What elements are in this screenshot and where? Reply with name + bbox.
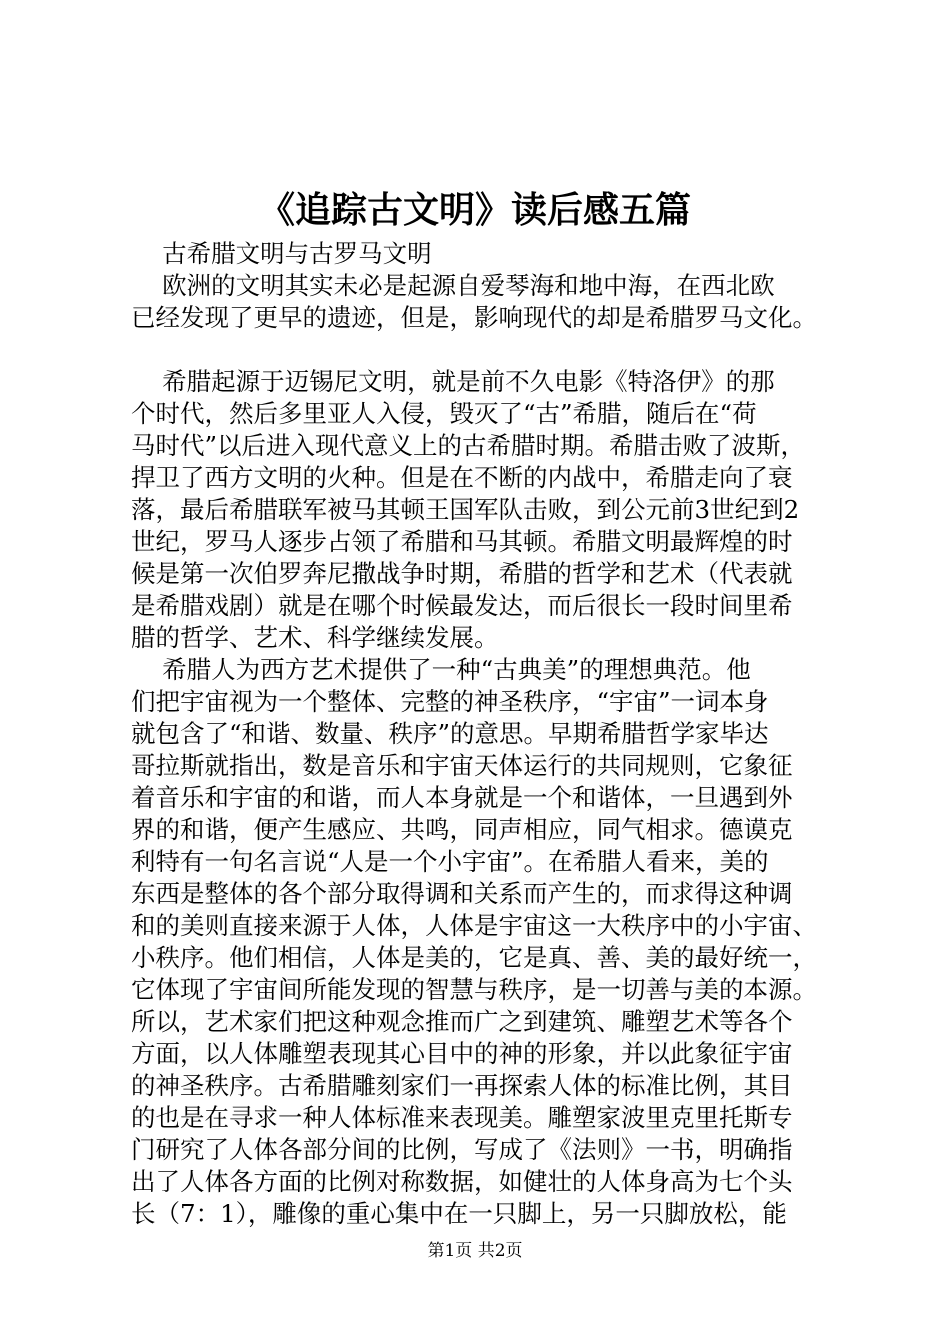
text-line: 利特有一句名言说“人是一个小宇宙”。在希腊人看来，美的 <box>131 847 769 876</box>
text-line: 的神圣秩序。古希腊雕刻家们一再探索人体的标准比例，其目 <box>131 1071 793 1100</box>
text-line: 门研究了人体各部分间的比例，写成了《法则》一书，明确指 <box>131 1135 793 1164</box>
text-line: 出了人体各方面的比例对称数据，如健壮的人体身高为七个头 <box>131 1167 793 1196</box>
blank-line <box>131 334 831 366</box>
text-line: 希腊人为西方艺术提供了一种“古典美”的理想典范。他 <box>131 655 751 684</box>
text-line: 的也是在寻求一种人体标准来表现美。雕塑家波里克里托斯专 <box>131 1103 793 1132</box>
text-line: 已经发现了更早的遗迹，但是，影响现代的却是希腊罗马文化。 <box>131 303 817 332</box>
page-footer: 第1页 共2页 <box>427 1241 523 1261</box>
document-title: 《追踪古文明》读后感五篇 <box>258 189 691 231</box>
text-line: 希腊起源于迈锡尼文明，就是前不久电影《特洛伊》的那 <box>131 367 775 396</box>
text-line: 个时代，然后多里亚人入侵，毁灭了“古”希腊，随后在“荷 <box>131 399 757 428</box>
text-line: 界的和谐，便产生感应、共鸣，同声相应，同气相求。德谟克 <box>131 815 793 844</box>
text-line: 捍卫了西方文明的火种。但是在不断的内战中，希腊走向了衰 <box>131 463 793 492</box>
document-body <box>131 238 831 1230</box>
text-line: 是希腊戏剧）就是在哪个时候最发达，而后很长一段时间里希 <box>131 591 793 620</box>
text-line: 和的美则直接来源于人体，人体是宇宙这一大秩序中的小宇宙、 <box>131 911 817 940</box>
text-line: 小秩序。他们相信，人体是美的，它是真、善、美的最好统一， <box>131 943 817 972</box>
text-line: 长（7：1），雕像的重心集中在一只脚上，另一只脚放松，能 <box>131 1199 787 1228</box>
text-line: 落，最后希腊联军被马其顿王国军队击败，到公元前3世纪到2 <box>131 495 800 524</box>
text-line: 马时代”以后进入现代意义上的古希腊时期。希腊击败了波斯， <box>131 431 806 460</box>
text-line: 所以，艺术家们把这种观念推而广之到建筑、雕塑艺术等各个 <box>131 1007 793 1036</box>
text-line: 世纪，罗马人逐步占领了希腊和马其顿。希腊文明最辉煌的时 <box>131 527 793 556</box>
text-line: 就包含了“和谐、数量、秩序”的意思。早期希腊哲学家毕达 <box>131 719 769 748</box>
text-line: 哥拉斯就指出，数是音乐和宇宙天体运行的共同规则，它象征 <box>131 751 793 780</box>
text-line: 方面，以人体雕塑表现其心目中的神的形象，并以此象征宇宙 <box>131 1039 793 1068</box>
text-line: 欧洲的文明其实未必是起源自爱琴海和地中海，在西北欧 <box>131 271 775 300</box>
text-line: 候是第一次伯罗奔尼撒战争时期，希腊的哲学和艺术（代表就 <box>131 559 793 588</box>
text-line: 古希腊文明与古罗马文明 <box>131 239 432 268</box>
text-line: 它体现了宇宙间所能发现的智慧与秩序，是一切善与美的本源。 <box>131 975 817 1004</box>
text-line: 着音乐和宇宙的和谐，而人本身就是一个和谐体，一旦遇到外 <box>131 783 793 812</box>
text-line: 东西是整体的各个部分取得调和关系而产生的，而求得这种调 <box>131 879 793 908</box>
text-line: 们把宇宙视为一个整体、完整的神圣秩序，“宇宙”一词本身 <box>131 687 769 716</box>
text-line: 腊的哲学、艺术、科学继续发展。 <box>131 623 499 652</box>
